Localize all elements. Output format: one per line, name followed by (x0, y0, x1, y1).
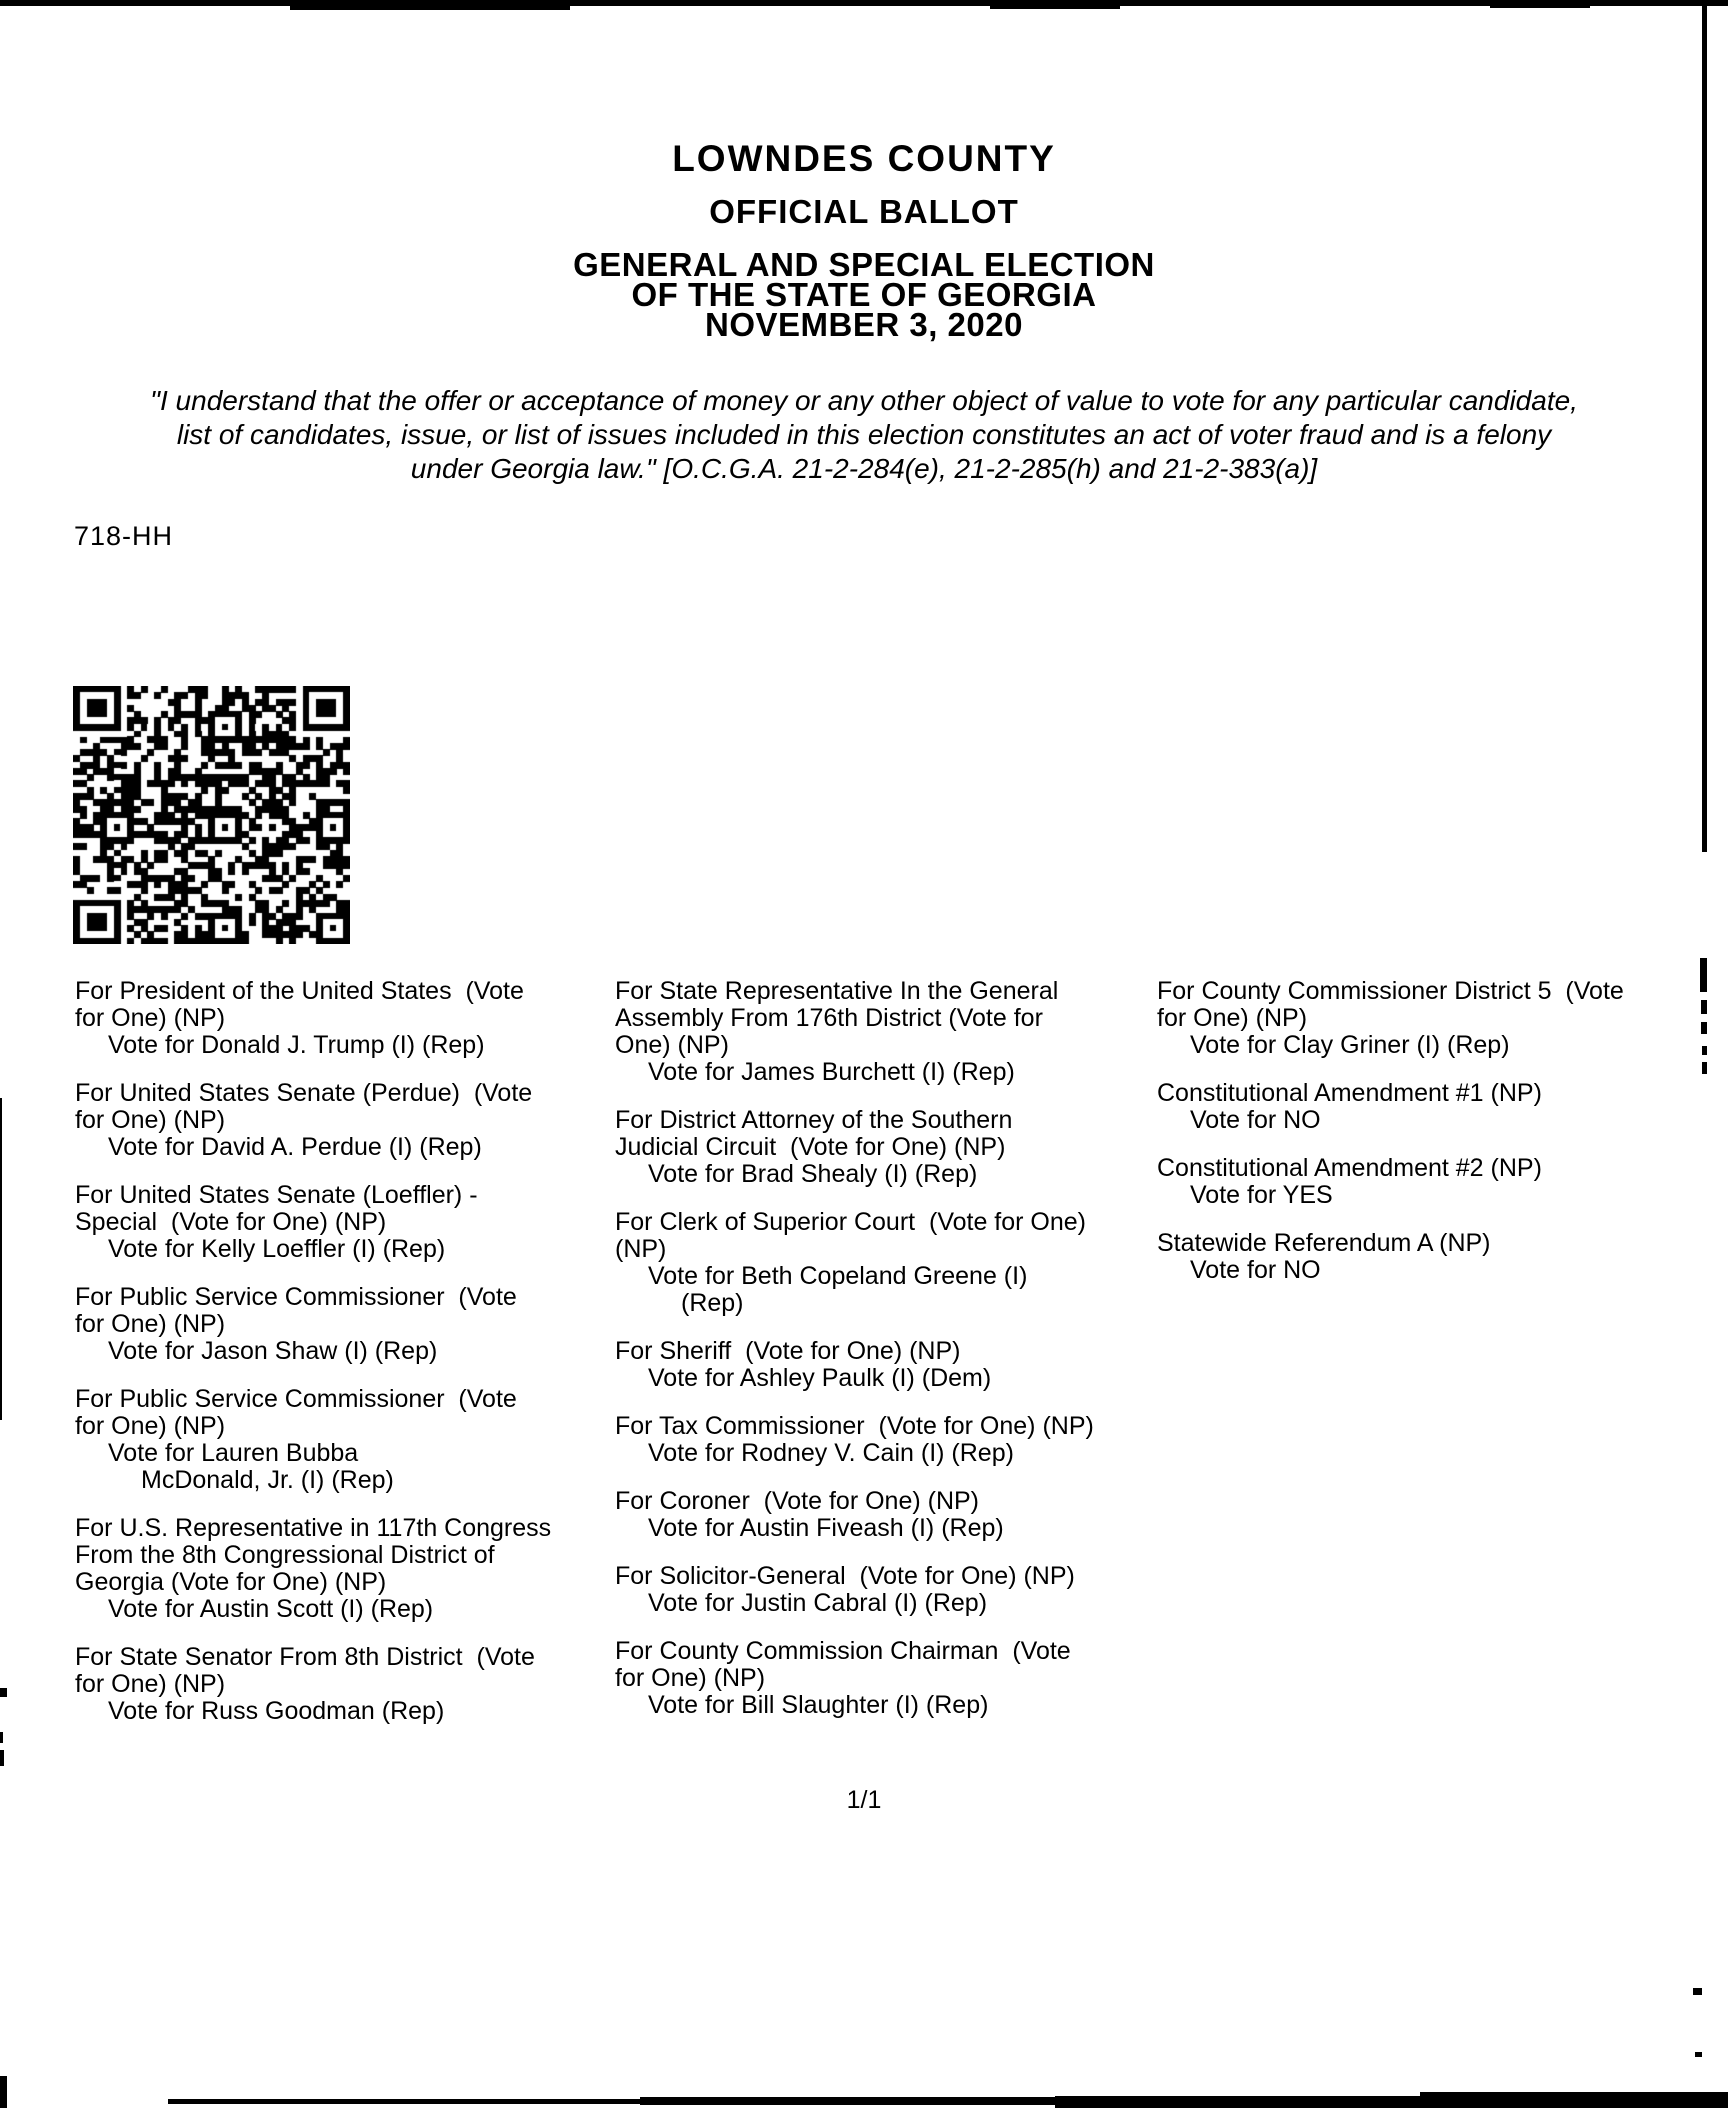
vote-selection-line: Vote for James Burchett (I) (Rep) (648, 1058, 1015, 1086)
fraud-notice-line-2: list of candidates, issue, or list of issues included in this election constitutes an act of voter fraud and is a felony (176, 419, 1552, 450)
scan-artifact (0, 1732, 3, 1743)
contest-entry (615, 1107, 1155, 1188)
contest-title-line: Statewide Referendum A (NP) (1157, 1229, 1491, 1257)
election-title (0, 246, 1728, 343)
contest-title-line: One) (NP) (615, 1031, 729, 1059)
scan-artifact (1490, 0, 1590, 8)
contest-title-line: For Sheriff (Vote for One) (NP) (615, 1337, 961, 1365)
contest-title-line: Georgia (Vote for One) (NP) (75, 1568, 387, 1596)
contest-entry (75, 1182, 612, 1263)
ballot-column-1 (75, 978, 612, 1746)
scan-artifact (1420, 2092, 1728, 2108)
vote-selection-line: McDonald, Jr. (I) (Rep) (141, 1466, 394, 1494)
contest-title-line: For Clerk of Superior Court (Vote for One) (615, 1208, 1087, 1236)
vote-selection-line: Vote for Brad Shealy (I) (Rep) (648, 1160, 978, 1188)
vote-selection-line: Vote for Clay Griner (I) (Rep) (1190, 1031, 1510, 1059)
contest-title-line: for One) (NP) (75, 1670, 226, 1698)
scan-artifact (0, 2076, 7, 2108)
contest-title-line: For Public Service Commissioner (Vote (75, 1385, 517, 1413)
contest-entry (1157, 1155, 1728, 1209)
county-title: LOWNDES COUNTY (672, 138, 1056, 179)
vote-selection-line: Vote for Lauren Bubba (108, 1439, 359, 1467)
vote-selection-line: Vote for David A. Perdue (I) (Rep) (108, 1133, 482, 1161)
contest-title-line: For Public Service Commissioner (Vote (75, 1283, 517, 1311)
ballot-style-code: 718-HH (74, 521, 174, 551)
contest-entry (615, 1338, 1155, 1392)
contest-entry (1157, 1080, 1728, 1134)
vote-selection-line: Vote for Kelly Loeffler (I) (Rep) (108, 1235, 446, 1263)
contest-title-line: For State Representative In the General (615, 978, 1059, 1005)
scan-artifact (290, 0, 570, 10)
vote-selection-line: Vote for Beth Copeland Greene (I) (648, 1262, 1028, 1290)
contest-title-line: For County Commission Chairman (Vote (615, 1637, 1071, 1665)
contest-title-line: For District Attorney of the Southern (615, 1106, 1013, 1134)
scan-artifact (168, 2099, 648, 2104)
vote-selection-line: Vote for Austin Scott (I) (Rep) (108, 1595, 434, 1623)
contest-title-line: for One) (NP) (75, 1310, 226, 1338)
vote-selection-line: Vote for Jason Shaw (I) (Rep) (108, 1337, 438, 1365)
election-title-line-1: GENERAL AND SPECIAL ELECTION (573, 246, 1155, 283)
scan-artifact (1055, 2096, 1455, 2108)
contest-title-line: for One) (NP) (75, 1106, 226, 1134)
contest-title-line: for One) (NP) (615, 1664, 766, 1692)
ballot-column-2 (615, 978, 1155, 1740)
contest-title-line: For U.S. Representative in 117th Congress (75, 1514, 552, 1542)
scan-artifact (640, 2097, 1060, 2105)
scan-artifact (1701, 1022, 1707, 1034)
ballot-type-title: OFFICIAL BALLOT (709, 193, 1019, 230)
contest-title-line: for One) (NP) (1157, 1004, 1308, 1032)
vote-selection-line: (Rep) (681, 1289, 744, 1317)
contest-title-line: For United States Senate (Perdue) (Vote (75, 1079, 533, 1107)
scan-artifact (1702, 0, 1707, 852)
contest-entry (615, 1209, 1155, 1317)
page-number: 1/1 (846, 1786, 882, 1814)
contest-title-line: for One) (NP) (75, 1412, 226, 1440)
contest-title-line: Judicial Circuit (Vote for One) (NP) (615, 1133, 1006, 1161)
scan-artifact (1693, 1988, 1702, 1995)
qr-code (73, 686, 350, 944)
election-title-line-2: OF THE STATE OF GEORGIA (631, 276, 1097, 313)
contest-entry (75, 1386, 612, 1494)
contest-title-line: (NP) (615, 1235, 667, 1263)
scan-artifact (1702, 1046, 1707, 1055)
contest-entry (615, 1413, 1155, 1467)
contest-title-line: From the 8th Congressional District of (75, 1541, 495, 1569)
scan-artifact (1702, 1062, 1707, 1074)
scan-artifact (1700, 958, 1707, 992)
contest-title-line: Special (Vote for One) (NP) (75, 1208, 387, 1236)
contest-entry (75, 1284, 612, 1365)
fraud-notice-line-1: "I understand that the offer or acceptance of money or any other object of value to vote for any particular candidate, (150, 385, 1578, 416)
contest-entry (615, 1638, 1155, 1719)
contest-entry (615, 1563, 1155, 1617)
vote-selection-line: Vote for Bill Slaughter (I) (Rep) (648, 1691, 989, 1719)
contest-title-line: For Solicitor-General (Vote for One) (NP) (615, 1562, 1075, 1590)
scan-artifact (1695, 2052, 1702, 2057)
contest-title-line: For United States Senate (Loeffler) - (75, 1181, 478, 1209)
contest-entry (75, 978, 612, 1059)
scan-artifact (0, 1098, 2, 1420)
vote-selection-line: Vote for Justin Cabral (I) (Rep) (648, 1589, 988, 1617)
vote-selection-line: Vote for Austin Fiveash (I) (Rep) (648, 1514, 1004, 1542)
contest-title-line: Constitutional Amendment #1 (NP) (1157, 1079, 1542, 1107)
contest-title-line: For State Senator From 8th District (Vote (75, 1643, 535, 1671)
contest-entry (75, 1644, 612, 1725)
contest-entry (75, 1080, 612, 1161)
election-title-line-3: NOVEMBER 3, 2020 (705, 306, 1023, 343)
vote-selection-line: Vote for NO (1190, 1106, 1321, 1134)
contest-title-line: For Tax Commissioner (Vote for One) (NP) (615, 1412, 1094, 1440)
vote-selection-line: Vote for Ashley Paulk (I) (Dem) (648, 1364, 992, 1392)
vote-selection-line: Vote for Rodney V. Cain (I) (Rep) (648, 1439, 1014, 1467)
vote-selection-line: Vote for NO (1190, 1256, 1321, 1284)
contest-title-line: For County Commissioner District 5 (Vote (1157, 978, 1624, 1005)
contest-entry (1157, 978, 1728, 1059)
vote-selection-line: Vote for Russ Goodman (Rep) (108, 1697, 445, 1725)
scan-artifact (0, 1750, 4, 1766)
scan-artifact (0, 0, 1728, 6)
fraud-notice-line-3: under Georgia law." [O.C.G.A. 21-2-284(e), 21-2-285(h) and 21-2-383(a)] (410, 453, 1318, 484)
vote-selection-line: Vote for YES (1190, 1181, 1333, 1209)
scan-artifact (0, 1688, 7, 1697)
scan-artifact (990, 0, 1120, 9)
scan-artifact (1701, 1000, 1707, 1014)
contest-entry (615, 978, 1155, 1086)
contest-title-line: Assembly From 176th District (Vote for (615, 1004, 1043, 1032)
fraud-notice (0, 384, 1728, 486)
contest-entry (1157, 1230, 1728, 1284)
vote-selection-line: Vote for Donald J. Trump (I) (Rep) (108, 1031, 485, 1059)
contest-title-line: for One) (NP) (75, 1004, 226, 1032)
ballot-column-3 (1157, 978, 1728, 1305)
contest-title-line: For President of the United States (Vote (75, 978, 524, 1005)
contest-entry (75, 1515, 612, 1623)
contest-title-line: For Coroner (Vote for One) (NP) (615, 1487, 980, 1515)
contest-title-line: Constitutional Amendment #2 (NP) (1157, 1154, 1542, 1182)
contest-entry (615, 1488, 1155, 1542)
